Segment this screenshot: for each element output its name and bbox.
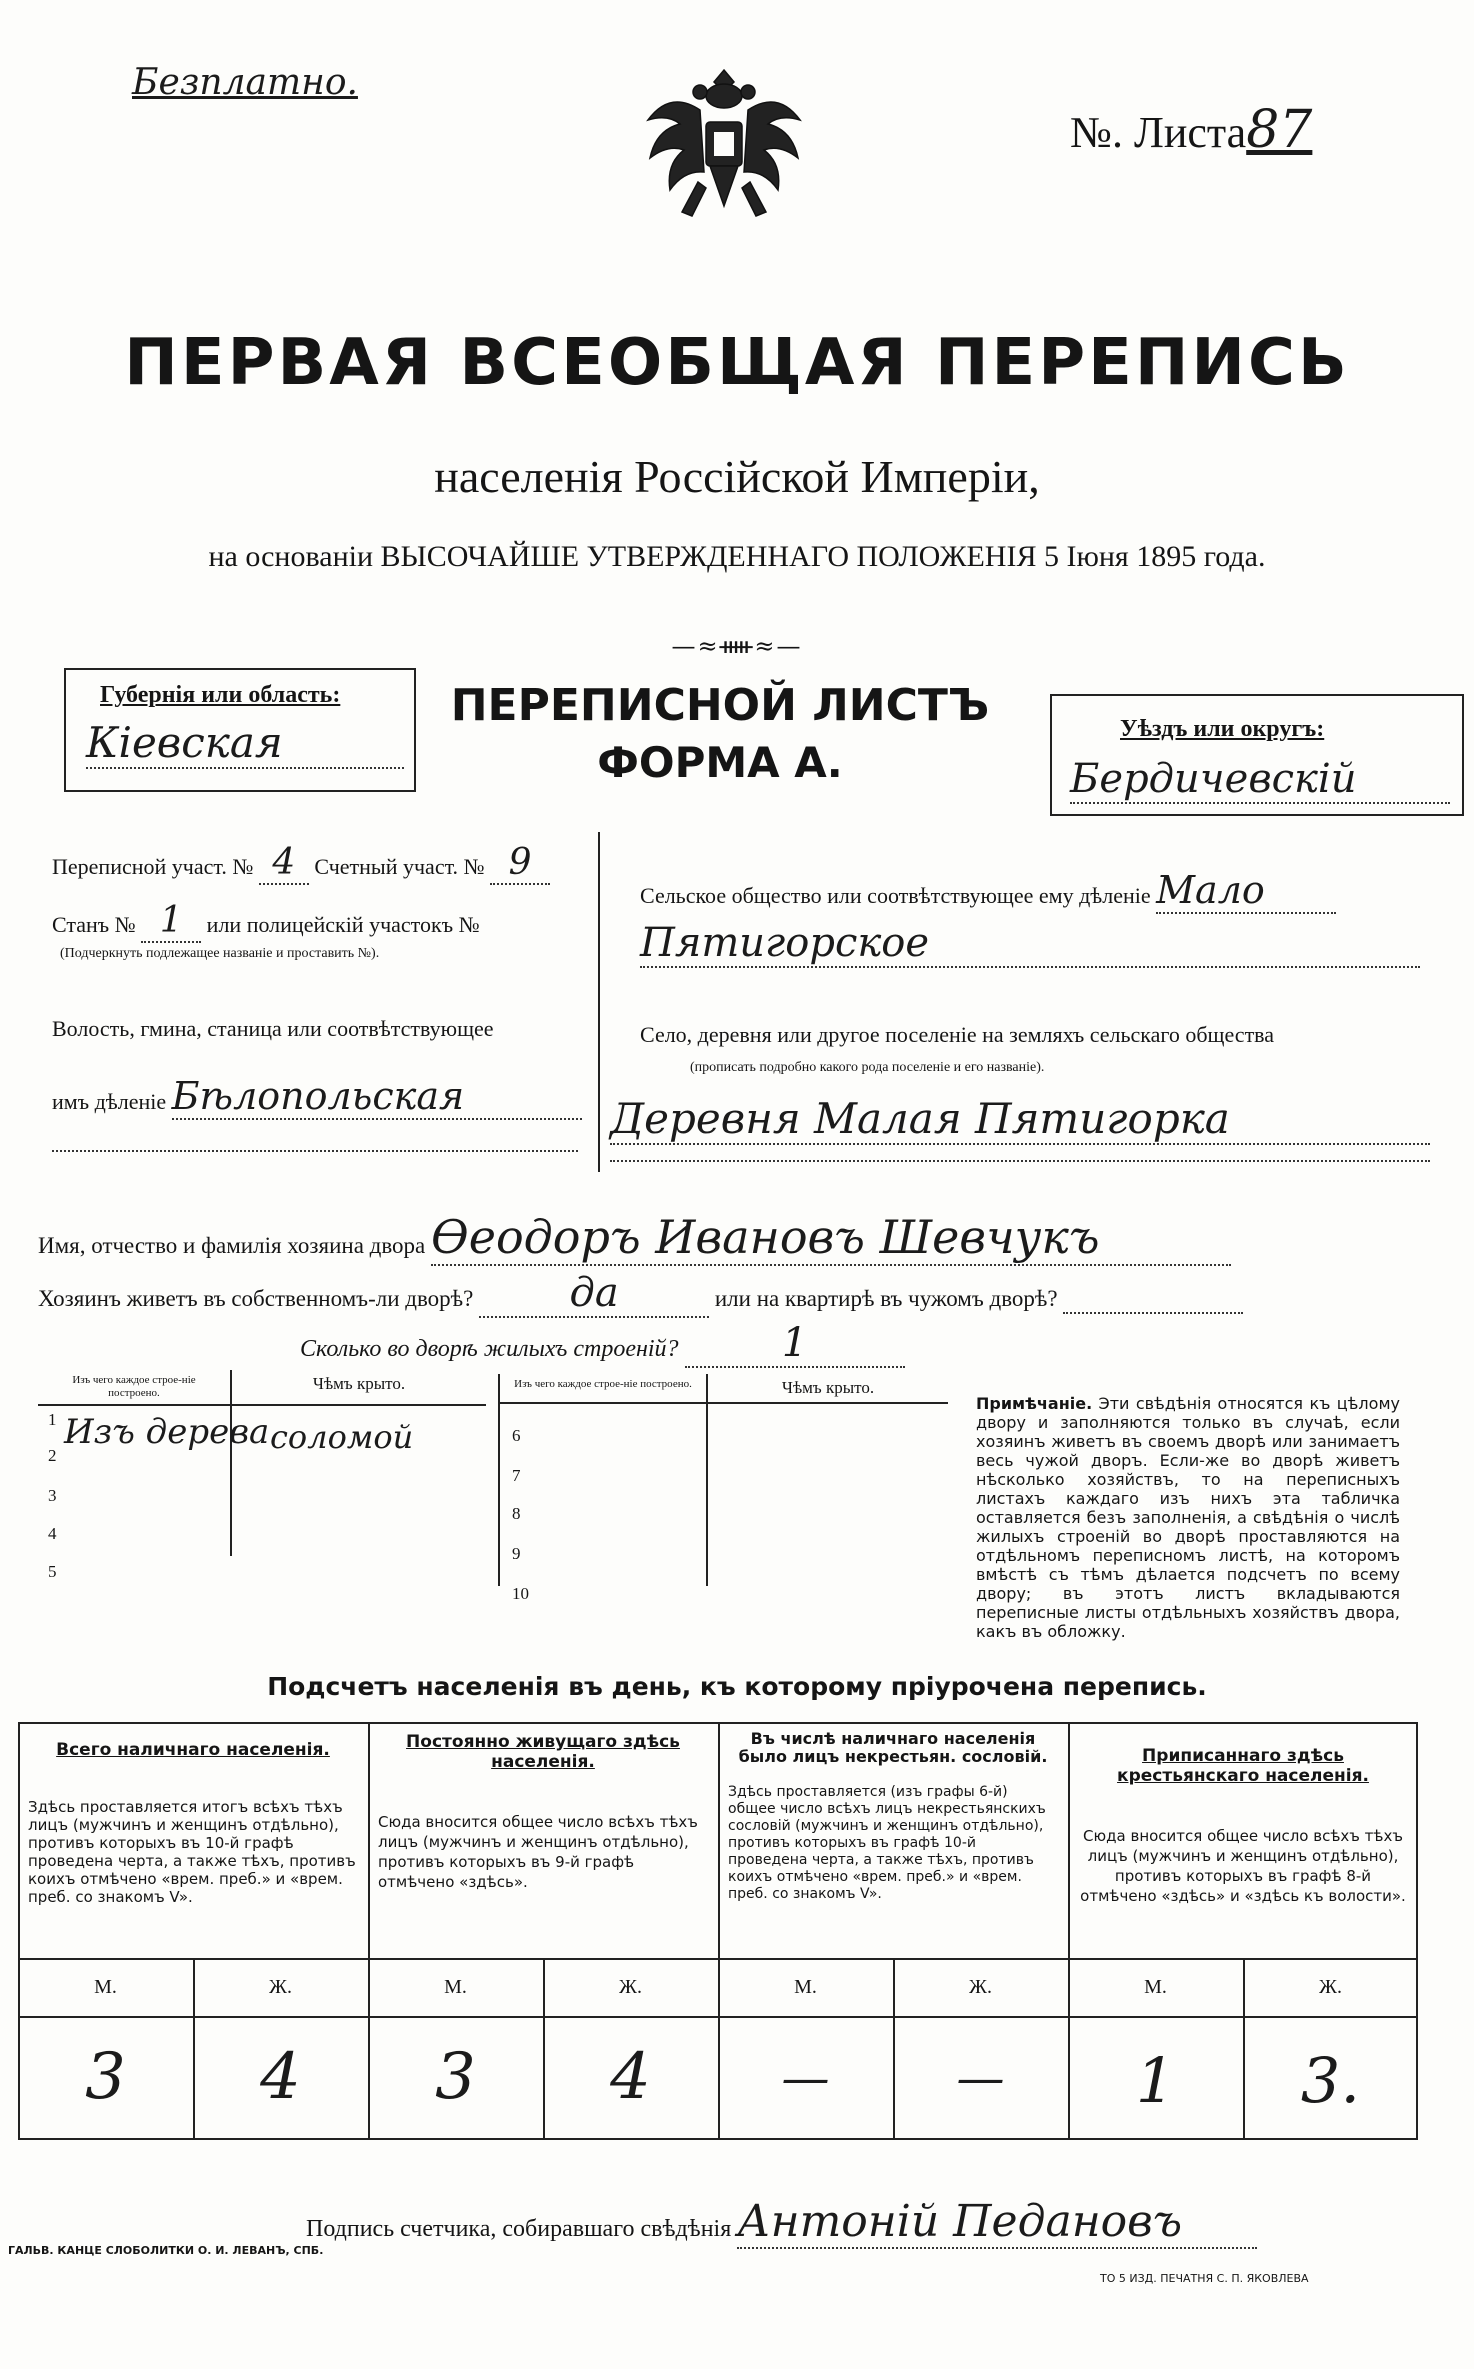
buildings-note [976,1394,1400,1641]
village-label: Село, деревня или другое поселеніе на земляхъ сельскаго общества [640,1022,1275,1047]
buildings-value: 1 [685,1320,905,1368]
pop-col-1-f-label: Ж. [269,1976,292,1998]
uezd-label: Уѣздъ или округъ: [1120,716,1325,742]
col-roof-header: Чѣмъ крыто. [231,1370,486,1405]
building-row-4-n: 4 [48,1524,57,1543]
pop-col-2-m-label: М. [444,1976,467,1998]
building-row-2-n: 2 [48,1446,57,1465]
count-area-label: Счетный участ. № [314,854,485,879]
rows-right-material [499,1403,707,1586]
gubernia-label: Губернія или область: [100,682,341,708]
society-field [640,868,1336,914]
sheet-number-value: 87 [1246,100,1313,160]
building-row-8-n: 8 [512,1504,521,1523]
building-row-3-n: 3 [48,1486,57,1505]
pop-col-4-desc: Сюда вносится общее число всѣхъ тѣхъ лицъ (мужчинъ и женщинъ отдѣльно), противъ которыхъ въ графѣ 8-й отмѣчено «здѣсь» и «здѣсь къ волости». [1080,1827,1406,1905]
pop-col-1-f-value: 4 [260,2040,301,2114]
pop-col-3-desc: Здѣсь проставляется (изъ графы 6-й) общее число всѣхъ лицъ некрестьянскихъ сословій (мужчинъ и женщинъ отдѣльно), противъ которыхъ въ графѣ 10-й проведена черта, а также тѣхъ, противъ коихъ отмѣчено «врем. преб.» и «врем. преб. со знакомъ V». [728,1784,1046,1902]
note-text: Эти свѣдѣнія относятся къ цѣлому двору и заполняются только въ случаѣ, если хозяинъ живетъ въ своемъ дворѣ или занимаетъ весь чужой дворъ. Если-же во дворѣ живетъ нѣсколько хозяйствъ, то на переписныхъ листахъ каждаго изъ нихъ эта табличка оставляется безъ заполненія, а свѣдѣнія о числѣ жилыхъ строеній во дворѣ проставляются на отдѣльномъ переписномъ листѣ, на которомъ вмѣстѣ съ тѣмъ дѣлается подсчетъ по всему двору; въ этотъ листъ вкладываются переписные листы отдѣльныхъ хозяйствъ двора, какъ въ обложку. [976,1394,1400,1641]
sheet-title: ПЕРЕПИСНОЙ ЛИСТЪ [450,680,990,731]
count-area-value: 9 [490,842,550,885]
volost-field [52,1074,582,1120]
stan-value: 1 [141,900,201,943]
buildings-table-left [38,1370,486,1556]
pop-col-1-m-value: 3 [85,2040,126,2114]
gubernia-value: Кіевская [86,718,404,769]
owner-lives-field [38,1270,1243,1318]
col-roof-header-2: Чѣмъ крыто. [707,1374,948,1403]
owner-name-field [38,1210,1231,1266]
pop-col-4-head: Приписаннаго здѣсь крестьянскаго населенія. [1117,1746,1369,1786]
coat-of-arms-icon [640,62,808,232]
printer-right: ТО 5 ИЗД. ПЕЧАТНЯ С. П. ЯКОВЛЕВА [1100,2272,1309,2285]
page-subtitle: населенія Россійской Имперіи, [434,451,1040,502]
pop-col-2-f-label: Ж. [619,1976,642,1998]
owner-name-label: Имя, отчество и фамилія хозяина двора [38,1233,426,1258]
col-material-header: Изъ чего каждое строе-ніе построено. [38,1370,231,1405]
police-label: или полицейскій участокъ № [206,912,480,937]
page-title: ПЕРВАЯ ВСЕОБЩАЯ ПЕРЕПИСЬ [124,326,1350,400]
buildings-field [300,1320,905,1368]
population-title: Подсчетъ населенія въ день, къ которому пріурочена перепись. [267,1672,1207,1701]
volost-value: Бѣлопольская [172,1074,582,1120]
signature-field [306,2196,1257,2249]
pop-col-4-m-label: М. [1144,1976,1167,1998]
ornament-divider: —≈ᚔ≈— [671,632,803,660]
pop-col-4-f-label: Ж. [1319,1976,1342,1998]
population-table [18,1722,1418,2142]
sheet-number-label: №. Листа [1070,108,1247,157]
building-row-5-n: 5 [48,1562,57,1581]
buildings-table-right [498,1374,948,1586]
volost-label: Волость, гмина, станица или соотвѣтствующее [52,1016,494,1041]
village-note: (прописать подробно какого рода поселеніе и его названіе). [690,1060,1045,1075]
uezd-value: Бердичевскій [1070,756,1450,804]
building-row-7-n: 7 [512,1466,521,1485]
form-title: ФОРМА А. [597,738,843,787]
owner-or-label: или на квартирѣ въ чужомъ дворѣ? [714,1286,1058,1311]
building-row-1-material: Изъ дерева [64,1412,270,1452]
volost-blank-line [52,1150,578,1152]
printer-left: ГАЛЬВ. КАНЦЕ СЛОБОЛИТКИ О. И. ЛЕВАНЪ, СПБ. [8,2244,324,2257]
section-divider [598,832,600,1172]
pop-col-2-head: Постоянно живущаго здѣсь населенія. [406,1732,680,1772]
volost-label-2: имъ дѣленіе [52,1089,167,1114]
pop-col-4-m-value: 1 [1135,2044,1176,2117]
census-area-value: 4 [259,842,309,885]
society-value-1: Мало [1156,868,1336,914]
building-row-6-n: 6 [512,1426,521,1445]
owner-name-value: Ѳеодоръ Ивановъ Шевчукъ [431,1210,1231,1266]
pop-col-2-m-value: 3 [435,2040,476,2114]
pop-col-1-head: Всего наличнаго населенія. [56,1740,330,1760]
pop-col-1-desc: Здѣсь проставляется итогъ всѣхъ тѣхъ лицъ (мужчинъ и женщинъ отдѣльно), противъ которыхъ въ 10-й графѣ проведена черта, а также тѣхъ, противъ коихъ отмѣчено «врем. преб.» и «врем. преб. со знакомъ V». [28,1798,356,1906]
village-blank-line [610,1160,1430,1162]
pop-col-1-m-label: М. [94,1976,117,1998]
pop-col-2-f-value: 4 [610,2040,651,2114]
pop-col-3-m-value: — [781,2050,830,2106]
buildings-label: Сколько во дворѣ жилыхъ строеній? [300,1336,679,1362]
building-row-10-n: 10 [512,1584,529,1603]
census-area-field [52,842,550,885]
owner-or-blank [1063,1286,1243,1314]
basis-line: на основаніи ВЫСОЧАЙШЕ УТВЕРЖДЕННАГО ПОЛОЖЕНІЯ 5 Іюня 1895 года. [208,540,1266,573]
stan-field [52,900,480,943]
rows-right-roof [707,1403,948,1586]
building-row-1-n: 1 [48,1410,57,1429]
building-row-9-n: 9 [512,1544,521,1563]
pop-col-2-desc: Сюда вносится общее число всѣхъ тѣхъ лицъ (мужчинъ и женщинъ отдѣльно), противъ которыхъ въ 9-й графѣ отмѣчено «здѣсь». [378,1813,698,1891]
note-title: Примѣчаніе. [976,1394,1093,1413]
building-row-1-roof: соломой [270,1418,414,1456]
society-value-2: Пятигорское [640,920,1420,968]
stan-note: (Подчеркнуть подлежащее названіе и проставить №). [60,946,380,961]
owner-lives-value: да [479,1270,709,1318]
pop-col-3-head: Въ числѣ наличнаго населенія было лицъ некрестьян. сословій. [738,1729,1048,1766]
sheet-number [1070,100,1312,160]
village-value: Деревня Малая Пятигорка [610,1094,1430,1145]
pop-col-3-f-value: — [956,2050,1005,2106]
col-material-header-2: Изъ чего каждое строе-ніе построено. [499,1374,707,1403]
society-label: Сельское общество или соотвѣтствующее ему дѣленіе [640,883,1151,908]
pop-col-3-m-label: М. [794,1976,817,1998]
owner-lives-label: Хозяинъ живетъ въ собственномъ-ли дворѣ? [38,1286,474,1311]
pop-col-4-f-value: 3. [1300,2044,1361,2117]
stan-label: Станъ № [52,912,136,937]
signature-value: Антоній Педановъ [737,2196,1257,2249]
census-area-label: Переписной участ. № [52,854,254,879]
signature-label: Подпись счетчика, собиравшаго свѣдѣнія [306,2216,732,2242]
pop-col-3-f-label: Ж. [969,1976,992,1998]
free-label: Безплатно. [132,62,358,103]
